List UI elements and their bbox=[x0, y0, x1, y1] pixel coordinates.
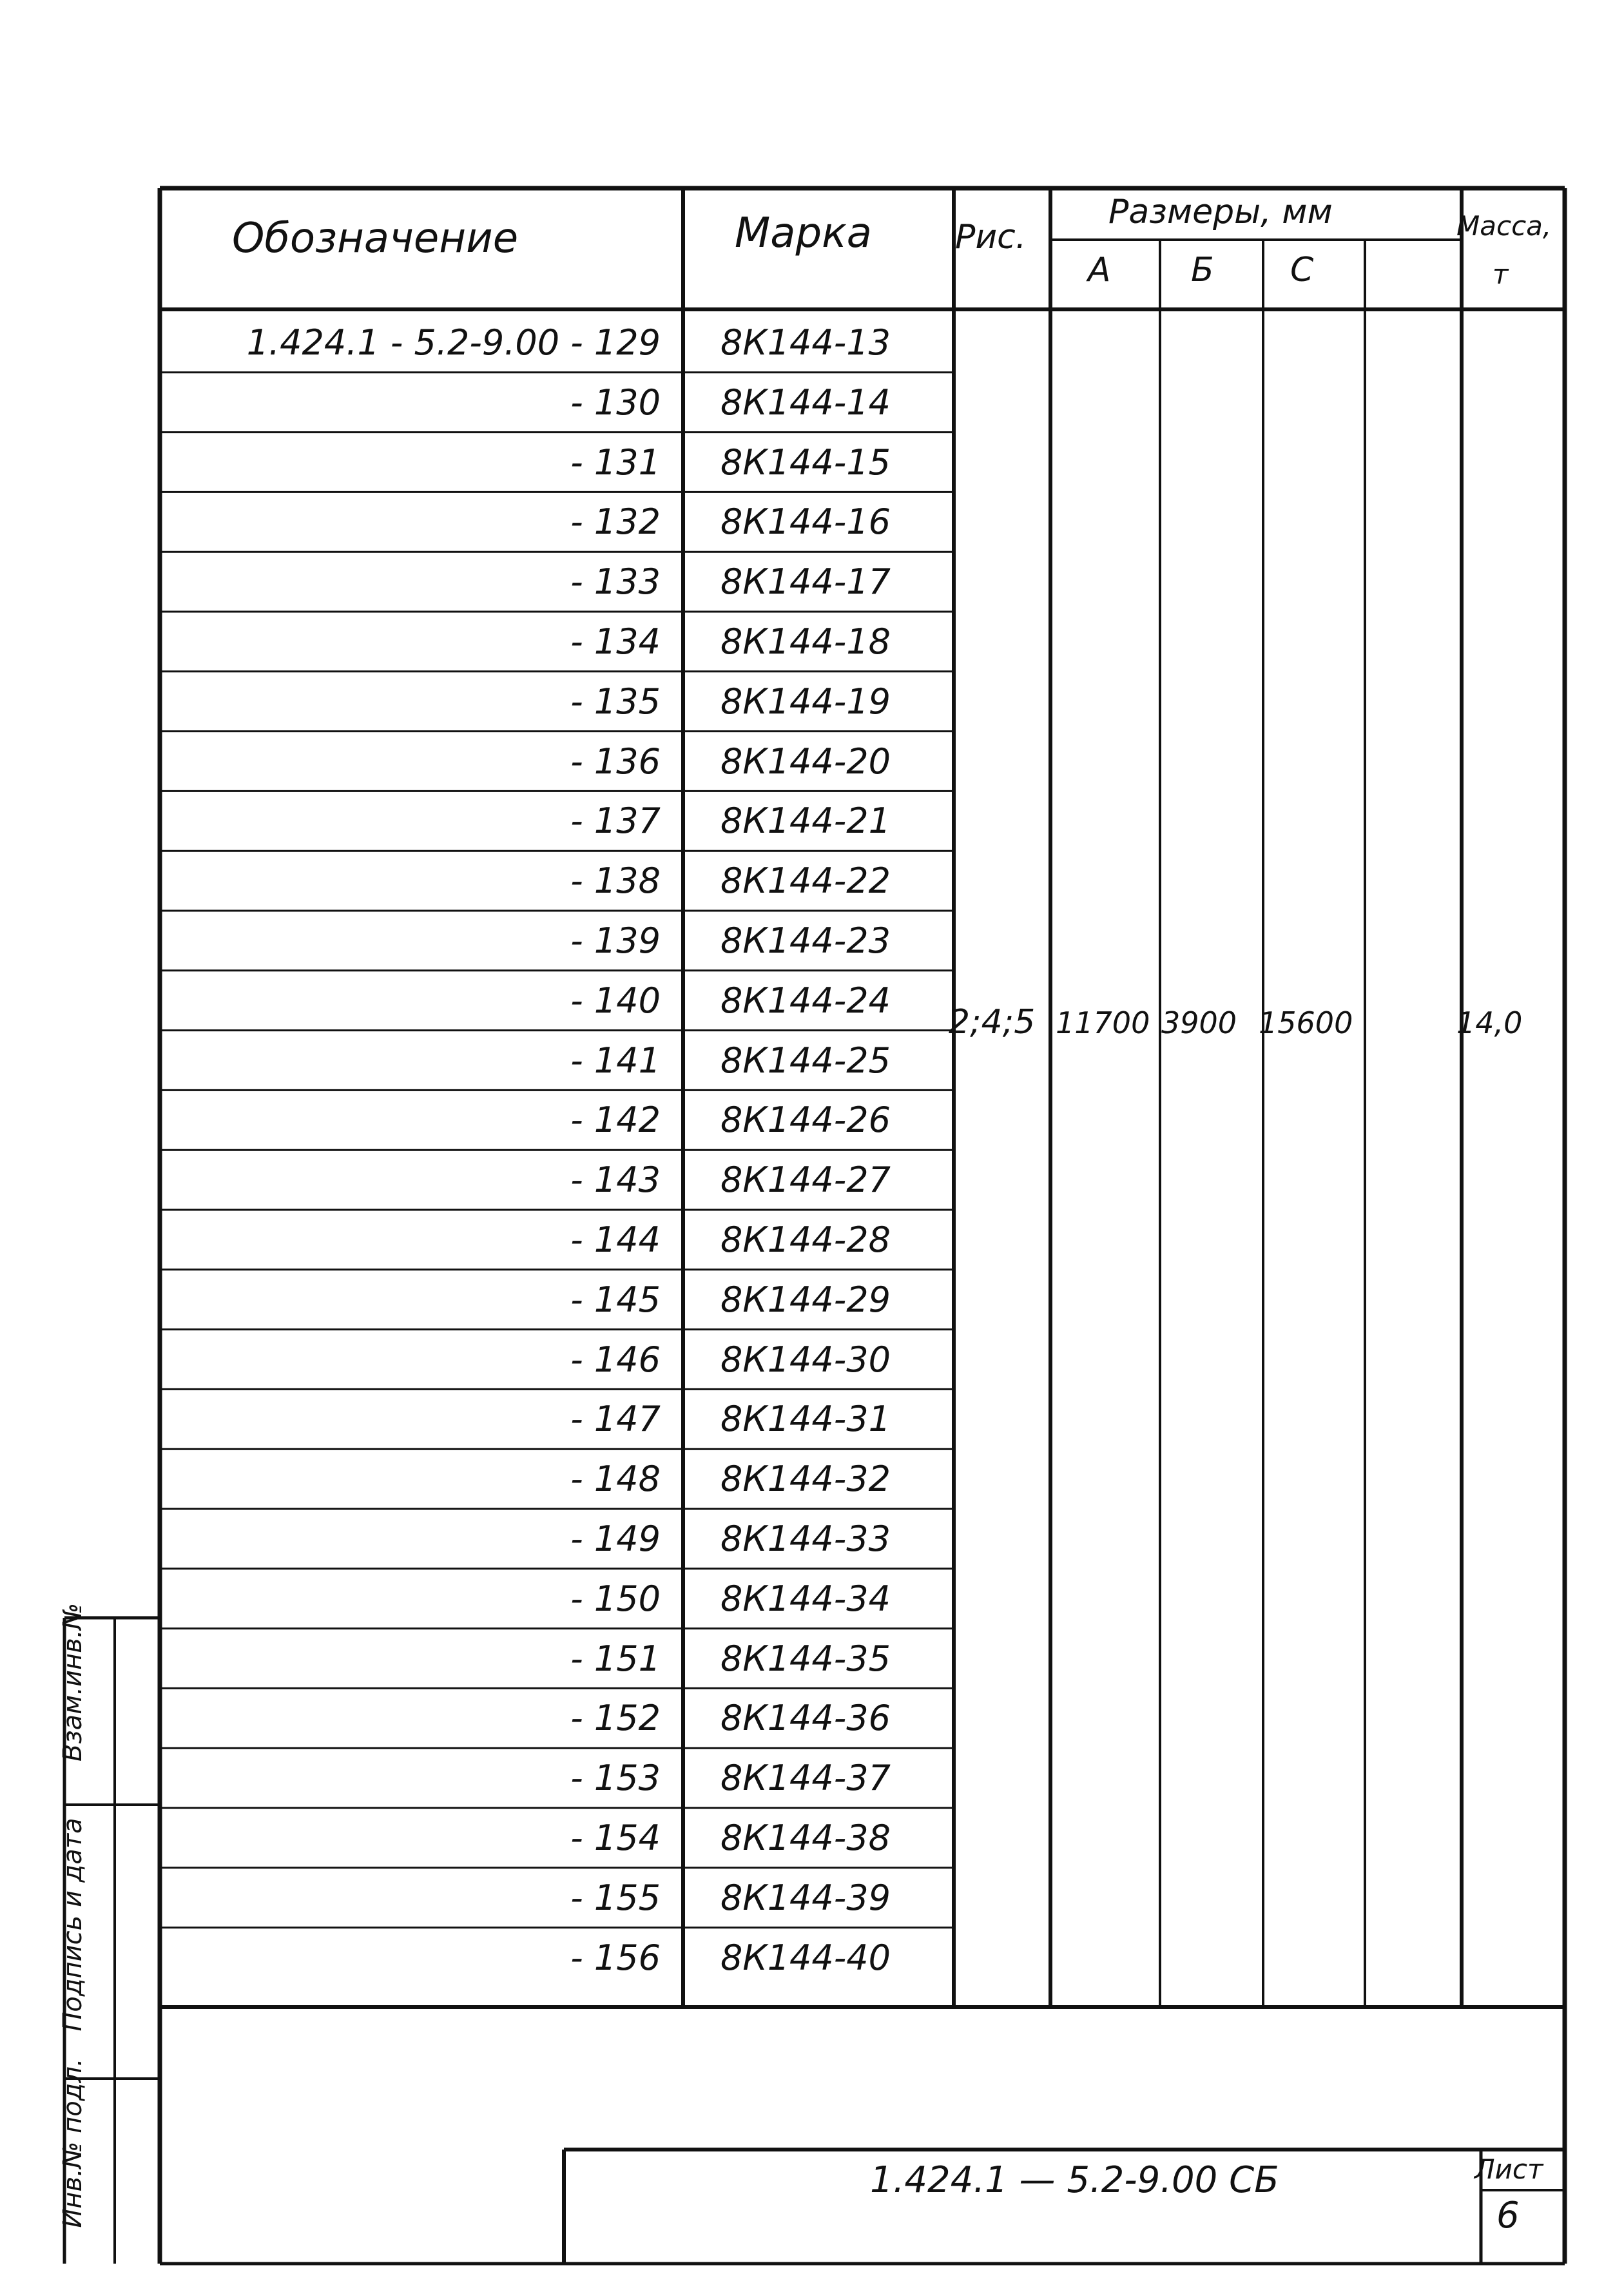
row-mark: 8К144-15 bbox=[720, 442, 891, 483]
row-mark: 8К144-25 bbox=[720, 1040, 891, 1081]
row-designation: - 146 bbox=[570, 1339, 661, 1380]
row-mark: 8К144-37 bbox=[720, 1758, 891, 1799]
sheet-label: Лист bbox=[1474, 2153, 1543, 2185]
row-designation: - 136 bbox=[570, 741, 661, 782]
row-designation: - 145 bbox=[570, 1279, 661, 1320]
row-mark: 8К144-22 bbox=[720, 860, 891, 902]
row-designation: - 143 bbox=[570, 1160, 661, 1201]
row-mark: 8К144-27 bbox=[720, 1160, 891, 1201]
row-mark: 8К144-30 bbox=[720, 1339, 891, 1380]
side-label-replacement-inv: Взам.инв.№ bbox=[58, 1602, 88, 1762]
row-mark: 8К144-20 bbox=[720, 741, 891, 782]
row-designation: - 130 bbox=[570, 382, 661, 423]
row-designation: - 132 bbox=[570, 501, 661, 543]
row-mark: 8К144-14 bbox=[720, 382, 891, 423]
header-col-c: С bbox=[1290, 251, 1314, 289]
row-designation: - 131 bbox=[570, 442, 661, 483]
row-mark: 8К144-16 bbox=[720, 501, 891, 543]
header-col-a: А bbox=[1088, 251, 1111, 289]
row-designation: - 134 bbox=[570, 621, 661, 662]
dimension-b-value: 3900 bbox=[1161, 1005, 1237, 1040]
row-designation: - 155 bbox=[570, 1877, 661, 1918]
document-code: 1.424.1 — 5.2-9.00 СБ bbox=[870, 2159, 1279, 2201]
header-dimensions: Размеры, мм bbox=[1108, 193, 1333, 231]
header-col-b: Б bbox=[1191, 251, 1214, 289]
row-designation: - 142 bbox=[570, 1100, 661, 1141]
row-mark: 8К144-36 bbox=[720, 1698, 891, 1739]
row-designation: - 149 bbox=[570, 1519, 661, 1559]
row-mark: 8К144-24 bbox=[720, 980, 891, 1021]
figure-value: 2;4;5 bbox=[949, 1003, 1036, 1042]
header-designation: Обозначение bbox=[232, 215, 519, 262]
row-designation: - 152 bbox=[570, 1698, 661, 1739]
row-mark: 8К144-26 bbox=[720, 1100, 891, 1141]
header-mass-line2: т bbox=[1493, 258, 1509, 290]
sheet-number: 6 bbox=[1496, 2195, 1520, 2237]
row-designation: - 140 bbox=[570, 980, 661, 1021]
row-designation: - 147 bbox=[570, 1399, 661, 1440]
header-mass-line1: Масса, bbox=[1456, 210, 1552, 242]
row-mark: 8К144-35 bbox=[720, 1638, 891, 1679]
row-mark: 8К144-33 bbox=[720, 1519, 891, 1559]
header-mark: Марка bbox=[735, 209, 872, 257]
row-designation: - 137 bbox=[570, 801, 661, 842]
row-mark: 8К144-23 bbox=[720, 920, 891, 961]
row-designation: 1.424.1 - 5.2-9.00 - 129 bbox=[246, 322, 661, 363]
dimension-c-value: 15600 bbox=[1259, 1005, 1353, 1040]
row-mark: 8К144-18 bbox=[720, 621, 891, 662]
row-mark: 8К144-39 bbox=[720, 1877, 891, 1918]
row-designation: - 135 bbox=[570, 681, 661, 722]
side-label-original-inv: Инв.№ подл. bbox=[58, 2058, 88, 2228]
row-designation: - 133 bbox=[570, 561, 661, 603]
row-designation: - 139 bbox=[570, 920, 661, 961]
row-mark: 8К144-17 bbox=[720, 561, 891, 603]
row-designation: - 144 bbox=[570, 1219, 661, 1260]
row-designation: - 156 bbox=[570, 1937, 661, 1978]
side-label-signature-date: Подпись и дата bbox=[58, 1818, 88, 2032]
row-designation: - 153 bbox=[570, 1758, 661, 1799]
row-designation: - 148 bbox=[570, 1459, 661, 1500]
row-designation: - 150 bbox=[570, 1578, 661, 1619]
row-designation: - 138 bbox=[570, 860, 661, 902]
row-designation: - 151 bbox=[570, 1638, 661, 1679]
dimension-a-value: 11700 bbox=[1056, 1005, 1150, 1040]
row-designation: - 141 bbox=[570, 1040, 661, 1081]
row-mark: 8К144-19 bbox=[720, 681, 891, 722]
mass-value: 14,0 bbox=[1456, 1005, 1523, 1040]
row-mark: 8К144-13 bbox=[720, 322, 891, 363]
row-mark: 8К144-40 bbox=[720, 1937, 891, 1978]
row-mark: 8К144-29 bbox=[720, 1279, 891, 1320]
row-mark: 8К144-38 bbox=[720, 1818, 891, 1858]
row-mark: 8К144-34 bbox=[720, 1578, 891, 1619]
header-figure: Рис. bbox=[955, 218, 1027, 257]
row-mark: 8К144-28 bbox=[720, 1219, 891, 1260]
row-designation: - 154 bbox=[570, 1818, 661, 1858]
row-mark: 8К144-21 bbox=[720, 801, 891, 842]
row-mark: 8К144-31 bbox=[720, 1399, 891, 1440]
row-mark: 8К144-32 bbox=[720, 1459, 891, 1500]
